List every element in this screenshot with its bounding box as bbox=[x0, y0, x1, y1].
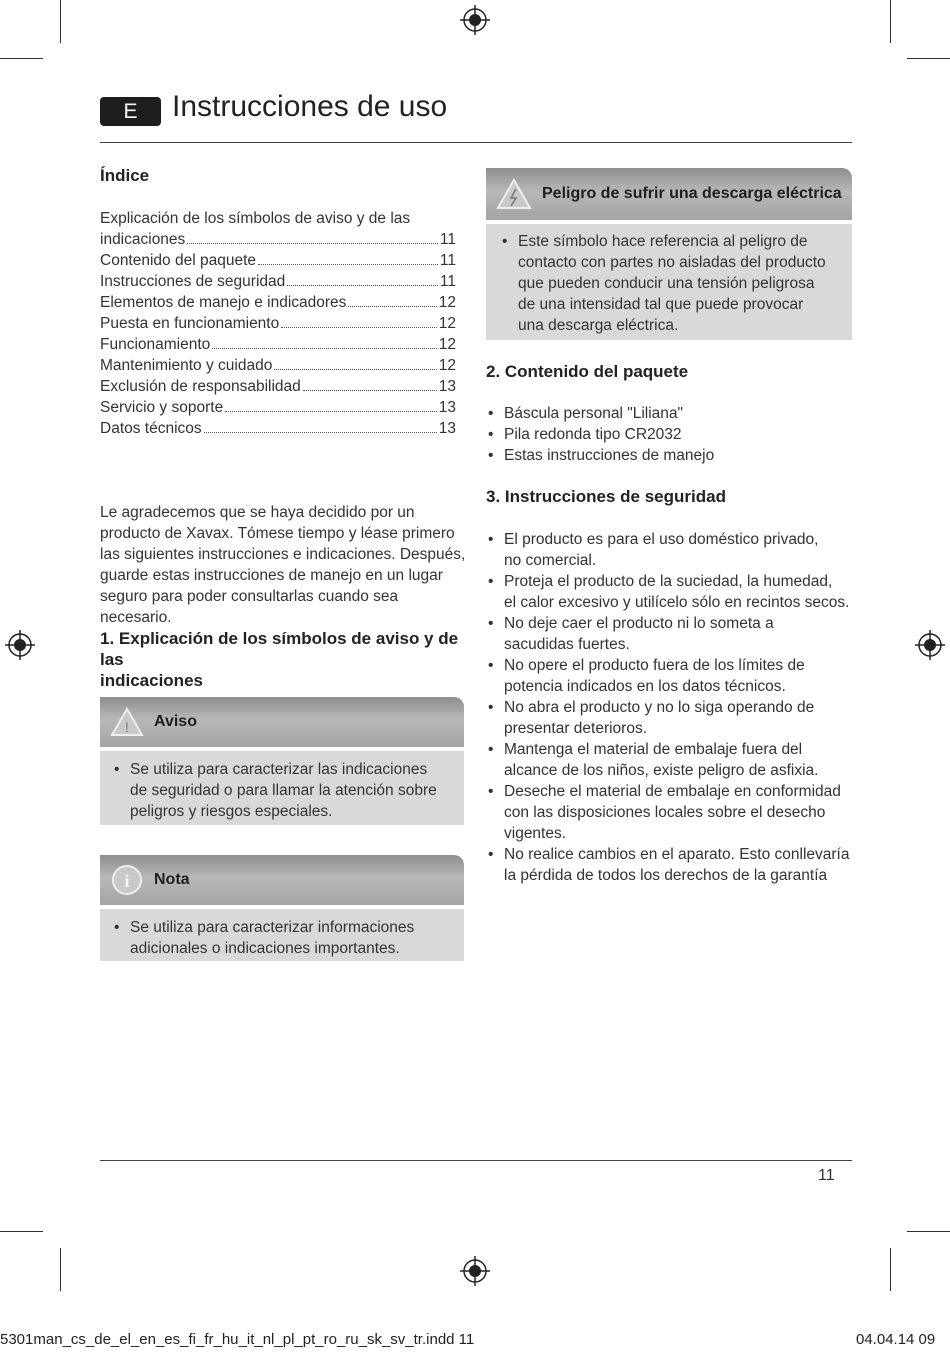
toc-entry-line: Explicación de los símbolos de aviso y de las bbox=[100, 210, 411, 227]
toc-page: 13 bbox=[438, 399, 456, 416]
list-item: • Estas instrucciones de manejo bbox=[486, 445, 852, 466]
crop-mark-bottom-right-h bbox=[907, 1231, 950, 1232]
toc-label: Contenido del paquete bbox=[100, 252, 256, 269]
safety-line: sacudidas fuertes. bbox=[504, 636, 630, 653]
safety-line: • No opere el producto fuera de los límites de bbox=[504, 657, 805, 674]
table-of-contents bbox=[100, 208, 456, 439]
list-item bbox=[486, 655, 866, 697]
crop-mark-top-right-h bbox=[907, 58, 950, 59]
safety-line: • No deje caer el producto ni lo someta a bbox=[504, 615, 774, 632]
warning-line: peligros y riesgos especiales. bbox=[130, 803, 333, 820]
toc-label: Exclusión de responsabilidad bbox=[100, 378, 301, 395]
toc-page: 12 bbox=[438, 315, 456, 332]
note-label: Nota bbox=[154, 871, 190, 888]
info-icon bbox=[110, 863, 144, 897]
list-item bbox=[112, 759, 454, 822]
toc-page: 12 bbox=[438, 294, 456, 311]
list-item: • Báscula personal "Liliana" bbox=[486, 403, 852, 424]
language-badge: E bbox=[100, 97, 161, 126]
shock-line: • Este símbolo hace referencia al peligro de bbox=[518, 233, 808, 250]
toc-entry bbox=[100, 271, 456, 292]
safety-instructions-list bbox=[486, 529, 866, 886]
crop-mark-bottom-left bbox=[60, 1248, 61, 1291]
registration-mark-top-icon bbox=[460, 5, 490, 35]
list-item bbox=[112, 917, 454, 959]
safety-line: potencia indicados en los datos técnicos. bbox=[504, 678, 786, 695]
registration-mark-right-icon bbox=[915, 630, 945, 660]
warning-triangle-icon bbox=[110, 707, 144, 737]
list-item bbox=[486, 697, 866, 739]
shock-box-body bbox=[486, 224, 852, 340]
safety-line: con las disposiciones locales sobre el desecho bbox=[504, 804, 826, 821]
toc-entry bbox=[100, 250, 456, 271]
safety-line: la pérdida de todos los derechos de la garantía bbox=[504, 867, 828, 884]
toc-page: 11 bbox=[439, 273, 456, 290]
print-slug-filename: 5301man_cs_de_el_en_es_fi_fr_hu_it_nl_pl_pt_ro_ru_sk_sv_tr.indd 11 bbox=[0, 1331, 475, 1348]
toc-page: 13 bbox=[438, 378, 456, 395]
shock-line: contacto con partes no aisladas del producto bbox=[518, 254, 826, 271]
warning-label: Aviso bbox=[154, 713, 197, 730]
warning-box-body bbox=[100, 751, 464, 825]
header-divider bbox=[100, 142, 852, 143]
safety-line: • Deseche el material de embalaje en conformidad bbox=[504, 783, 841, 800]
shock-line: que pueden conducir una tensión peligrosa bbox=[518, 275, 815, 292]
safety-line: alcance de los niños, existe peligro de asfixia. bbox=[504, 762, 819, 779]
section-1-heading bbox=[100, 628, 470, 691]
safety-line: • No realice cambios en el aparato. Esto conllevaría bbox=[504, 846, 850, 863]
note-box-body bbox=[100, 909, 464, 961]
toc-label: Puesta en funcionamiento bbox=[100, 315, 280, 332]
note-line: adicionales o indicaciones importantes. bbox=[130, 940, 400, 957]
list-item bbox=[486, 613, 866, 655]
warning-line: • Se utiliza para caracterizar las indicaciones bbox=[130, 761, 428, 778]
intro-line: las siguientes instrucciones e indicaciones. Después, bbox=[100, 546, 466, 563]
section-2-heading: 2. Contenido del paquete bbox=[486, 362, 689, 381]
package-contents-list bbox=[486, 403, 852, 466]
toc-entry bbox=[100, 355, 456, 376]
intro-line: seguro para poder consultarlas cuando sea necesario. bbox=[100, 588, 399, 626]
crop-mark-top-right bbox=[890, 0, 891, 43]
list-item bbox=[486, 844, 866, 886]
section-1-heading-line: 1. Explicación de los símbolos de aviso y de las bbox=[100, 629, 459, 669]
toc-page: 11 bbox=[439, 231, 456, 248]
crop-mark-top-left bbox=[60, 0, 61, 43]
safety-line: presentar deterioros. bbox=[504, 720, 648, 737]
toc-entry bbox=[100, 397, 456, 418]
toc-label: Funcionamiento bbox=[100, 336, 211, 353]
page-title: Instrucciones de uso bbox=[172, 90, 448, 123]
registration-mark-left-icon bbox=[5, 630, 35, 660]
section-3-heading: 3. Instrucciones de seguridad bbox=[486, 487, 726, 506]
svg-text:!: ! bbox=[125, 719, 129, 735]
toc-entry bbox=[100, 376, 456, 397]
crop-mark-bottom-left-h bbox=[0, 1231, 43, 1232]
toc-entry bbox=[100, 334, 456, 355]
shock-line: una descarga eléctrica. bbox=[518, 317, 679, 334]
toc-label: Datos técnicos bbox=[100, 420, 202, 437]
toc-label: indicaciones bbox=[100, 231, 186, 248]
intro-line: Le agradecemos que se haya decidido por un bbox=[100, 504, 415, 521]
registration-mark-bottom-icon bbox=[460, 1256, 490, 1286]
note-line: • Se utiliza para caracterizar informaciones bbox=[130, 919, 415, 936]
crop-mark-top-left-h bbox=[0, 58, 43, 59]
list-item bbox=[486, 739, 866, 781]
toc-label: Elementos de manejo e indicadores bbox=[100, 294, 347, 311]
safety-line: • Mantenga el material de embalaje fuera del bbox=[504, 741, 803, 758]
footer-divider bbox=[100, 1160, 852, 1161]
toc-page: 11 bbox=[439, 252, 456, 269]
safety-line: vigentes. bbox=[504, 825, 567, 842]
note-box-header bbox=[100, 855, 464, 905]
toc-label: Mantenimiento y cuidado bbox=[100, 357, 273, 374]
shock-line: de una intensidad tal que puede provocar bbox=[518, 296, 804, 313]
page-number: 11 bbox=[818, 1167, 835, 1184]
list-item bbox=[500, 231, 842, 336]
shock-box-header bbox=[486, 168, 852, 220]
crop-mark-bottom-right bbox=[890, 1248, 891, 1291]
svg-text:i: i bbox=[124, 871, 130, 891]
toc-page: 12 bbox=[438, 336, 456, 353]
toc-entry bbox=[100, 313, 456, 334]
list-item bbox=[486, 781, 866, 844]
toc-label: Instrucciones de seguridad bbox=[100, 273, 286, 290]
list-item: • Pila redonda tipo CR2032 bbox=[486, 424, 852, 445]
intro-line: producto de Xavax. Tómese tiempo y léase primero bbox=[100, 525, 455, 542]
shock-label: Peligro de sufrir una descarga eléctrica bbox=[542, 185, 842, 202]
warning-box-header bbox=[100, 697, 464, 747]
toc-page: 13 bbox=[438, 420, 456, 437]
index-heading: Índice bbox=[100, 166, 150, 185]
intro-paragraph bbox=[100, 502, 470, 628]
toc-entry bbox=[100, 418, 456, 439]
toc-entry bbox=[100, 292, 456, 313]
safety-line: • El producto es para el uso doméstico privado, bbox=[504, 531, 819, 548]
safety-line: • No abra el producto y no lo siga operando de bbox=[504, 699, 815, 716]
toc-page: 12 bbox=[438, 357, 456, 374]
list-item bbox=[486, 529, 866, 571]
warning-line: de seguridad o para llamar la atención sobre bbox=[130, 782, 437, 799]
safety-line: • Proteja el producto de la suciedad, la humedad, bbox=[504, 573, 833, 590]
toc-entry bbox=[100, 229, 456, 250]
toc-label: Servicio y soporte bbox=[100, 399, 224, 416]
safety-line: el calor excesivo y utilícelo sólo en recintos secos. bbox=[504, 594, 850, 611]
electric-shock-warning-icon bbox=[496, 178, 532, 210]
print-slug-date: 04.04.14 09 bbox=[856, 1331, 936, 1348]
intro-line: guarde estas instrucciones de manejo en un lugar bbox=[100, 567, 443, 584]
safety-line: no comercial. bbox=[504, 552, 597, 569]
section-1-heading-line: indicaciones bbox=[100, 671, 203, 690]
list-item bbox=[486, 571, 866, 613]
